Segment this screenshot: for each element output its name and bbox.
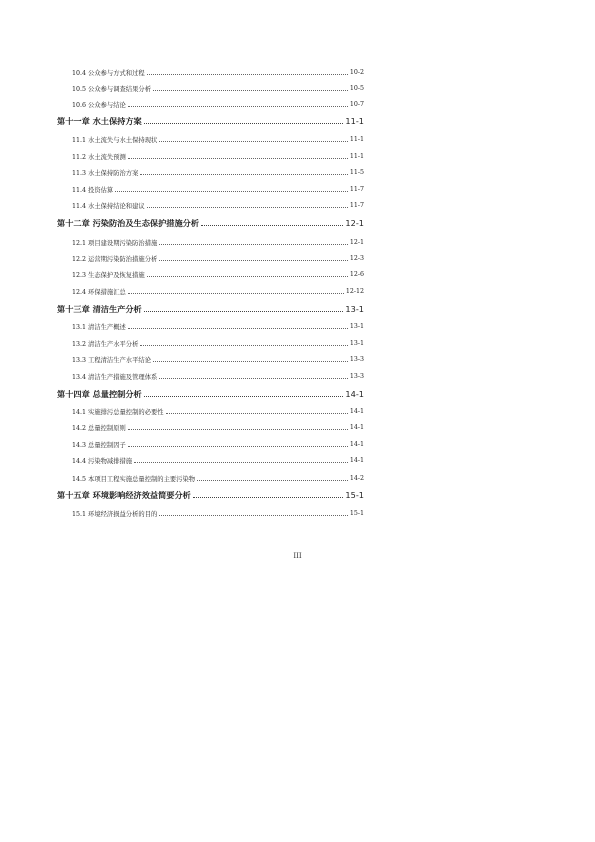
toc-page-number: 11-5 [349, 168, 364, 176]
toc-title: 第十四章 总量控制分析 [57, 388, 142, 399]
toc-title: 12.3 生态保护及恢复措施 [72, 271, 145, 279]
dot-leader [140, 173, 347, 175]
toc-page-number: 12-1 [349, 238, 364, 246]
dot-leader [197, 479, 348, 481]
toc-page-number: 14-1 [349, 407, 364, 415]
toc-title: 11.4 水土保持结论和建议 [72, 202, 145, 210]
toc-title: 12.2 运营期污染防治措施分析 [72, 255, 158, 263]
toc-entry-row[interactable] [72, 320, 364, 332]
toc-entry-row[interactable] [72, 353, 364, 365]
dot-leader [159, 140, 348, 142]
dot-leader [166, 412, 348, 414]
toc-entry-row[interactable] [72, 166, 364, 178]
dot-leader [159, 377, 348, 379]
toc-entry-row[interactable] [72, 405, 364, 417]
toc-title: 14.4 污染物减排措施 [72, 457, 133, 465]
toc-entry-row[interactable] [72, 98, 364, 110]
dot-leader [144, 395, 344, 397]
toc-chapter-row[interactable] [57, 115, 364, 127]
toc-page-number: 14-1 [349, 440, 364, 448]
toc-title: 14.3 总量控制因子 [72, 441, 126, 449]
dot-leader [140, 344, 347, 346]
toc-chapter-row[interactable] [57, 388, 364, 400]
toc-title: 15.1 环境经济损益分析的目的 [72, 510, 158, 518]
toc-title: 10.4 公众参与方式和过程 [72, 69, 145, 77]
toc-title: 13.3 工程清洁生产水平结论 [72, 356, 151, 364]
toc-page-number: 10-5 [349, 84, 364, 92]
toc-title: 14.2 总量控制原则 [72, 424, 126, 432]
toc-title: 13.1 清洁生产概述 [72, 323, 126, 331]
dot-leader [147, 73, 348, 75]
toc-page-number: 11-7 [349, 185, 364, 193]
toc-entry-row[interactable] [72, 370, 364, 382]
toc-page-number: 13-1 [349, 339, 364, 347]
toc-entry-row[interactable] [72, 133, 364, 145]
toc-title: 11.3 水土保持防治方案 [72, 169, 139, 177]
dot-leader [159, 514, 348, 516]
dot-leader [159, 243, 348, 245]
dot-leader [153, 89, 348, 91]
toc-title: 14.1 实施排污总量控制的必要性 [72, 408, 164, 416]
toc-page-number: 14-1 [345, 389, 364, 399]
dot-leader [201, 224, 343, 226]
toc-page-number: 15-1 [345, 490, 364, 500]
toc-title: 第十二章 污染防治及生态保护措施分析 [57, 217, 200, 228]
toc-page-number: 14-2 [349, 474, 364, 482]
dot-leader [115, 190, 348, 192]
toc-page-number: 12-12 [345, 287, 364, 295]
dot-leader [153, 360, 348, 362]
toc-page-number: 14-1 [349, 423, 364, 431]
dot-leader [193, 496, 344, 498]
toc-entry-row[interactable] [72, 82, 364, 94]
dot-leader [147, 275, 348, 277]
toc-page-number: 13-3 [349, 355, 364, 363]
toc-title: 14.5 本项目工程实施总量控制的主要污染物 [72, 475, 196, 483]
toc-title: 12.1 项目建设期污染防治措施 [72, 239, 158, 247]
toc-entry-row[interactable] [72, 236, 364, 248]
toc-title: 10.6 公众参与结论 [72, 101, 126, 109]
toc-page-number: 12-1 [345, 218, 364, 228]
toc-entry-row[interactable] [72, 285, 364, 297]
toc-entry-row[interactable] [72, 472, 364, 484]
page-number: III [293, 552, 302, 560]
toc-title: 12.4 环保措施汇总 [72, 288, 126, 296]
toc-page-number: 13-1 [349, 322, 364, 330]
toc-entry-row[interactable] [72, 199, 364, 211]
toc-title: 10.5 公众参与调查结果分析 [72, 85, 151, 93]
toc-page-number: 12-3 [349, 254, 364, 262]
dot-leader [144, 310, 344, 312]
toc-page-number: 11-1 [349, 135, 364, 143]
dot-leader [147, 206, 348, 208]
toc-title: 11.2 水土流失预测 [72, 153, 126, 161]
toc-title: 13.4 清洁生产措施及管理体系 [72, 373, 158, 381]
dot-leader [128, 292, 344, 294]
toc-entry-row[interactable] [72, 268, 364, 280]
toc-entry-row[interactable] [72, 337, 364, 349]
toc-page-number: 15-1 [349, 509, 364, 517]
toc-page-number: 10-7 [349, 100, 364, 108]
toc-title: 13.2 清洁生产水平分析 [72, 340, 139, 348]
toc-entry-row[interactable] [72, 150, 364, 162]
toc-page-number: 10-2 [349, 68, 364, 76]
dot-leader [134, 461, 348, 463]
toc-page-number: 14-1 [349, 456, 364, 464]
dot-leader [159, 259, 348, 261]
dot-leader [144, 122, 344, 124]
toc-chapter-row[interactable] [57, 303, 364, 315]
toc-page-number: 12-6 [349, 270, 364, 278]
toc-chapter-row[interactable] [57, 217, 364, 229]
toc-page-number: 11-1 [345, 116, 364, 126]
toc-page-number: 13-1 [345, 304, 364, 314]
dot-leader [128, 428, 348, 430]
toc-chapter-row[interactable] [57, 489, 364, 501]
toc-title: 第十五章 环境影响经济效益简要分析 [57, 489, 191, 500]
dot-leader [128, 445, 348, 447]
dot-leader [128, 157, 348, 159]
toc-title: 第十三章 清洁生产分析 [57, 303, 142, 314]
toc-page-number: 11-1 [349, 152, 364, 160]
dot-leader [128, 327, 348, 329]
toc-entry-row[interactable] [72, 183, 364, 195]
dot-leader [128, 105, 348, 107]
toc-title: 11.4 投资估算 [72, 186, 114, 194]
toc-entry-row[interactable] [72, 438, 364, 450]
toc-entry-row[interactable] [72, 421, 364, 433]
toc-title: 第十一章 水土保持方案 [57, 115, 142, 126]
toc-title: 11.1 水土流失与水土保持现状 [72, 136, 158, 144]
toc-entry-row[interactable] [72, 252, 364, 264]
toc-entry-row[interactable] [72, 454, 364, 466]
toc-entry-row[interactable] [72, 507, 364, 519]
toc-page-number: 11-7 [349, 201, 364, 209]
toc-entry-row[interactable] [72, 66, 364, 78]
toc-page-number: 13-3 [349, 372, 364, 380]
